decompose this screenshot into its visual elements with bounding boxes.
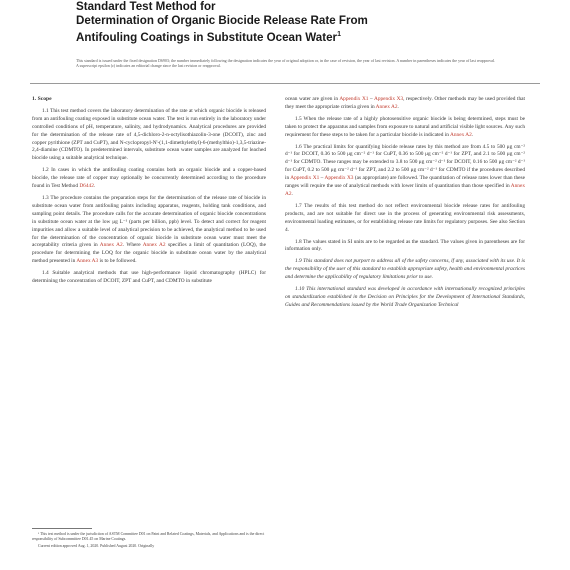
left-column bbox=[32, 96, 266, 290]
title-line-3-text: Antifouling Coatings in Substitute Ocean Water bbox=[76, 30, 338, 44]
link-annex-a2-right[interactable]: Annex A2 bbox=[375, 103, 398, 110]
dash-1-6: – bbox=[319, 175, 325, 182]
paragraph-1-5-text: 1.5 When the release rate of a highly photosensitive organic biocide is being determined, steps must be taken to protect the apparatus and samples from exposure to natural and artificial visible light sources. Any such requirement for these steps to be taken for a particular biocide is indicated in bbox=[285, 115, 525, 138]
paragraph-1-5 bbox=[285, 116, 525, 140]
link-annex-a2[interactable]: Annex A2 bbox=[99, 242, 123, 249]
document-title bbox=[76, 0, 496, 45]
paragraph-1-1: 1.1 This test method covers the laboratory determination of the rate at which organic biocide is released from an antifouling coating exposed in substitute ocean water. The test is run entirely in the laboratory under controlled conditions of pH, temperature, salinity, and hydrodynamics. Analytical procedures are provided for the determination of the release rate of 4,5-dichloro-2-n-octylisothiazolin-3-one (DCOIT), zinc and copper pyrithione (ZPT and CuPT), and N-cyclopropyl-N'-(1,1-dimethylethyl)-6-(methylthio)-1,3,5-triazine-2,4-diamine (CDMTO). In predetermined intervals, substitute ocean water samples are analyzed for leached biocide using a suitable analytical technique. bbox=[32, 107, 266, 162]
paragraph-1-6-end: . bbox=[291, 190, 293, 197]
paragraph-1-10: 1.10 This international standard was developed in accordance with internationally recognized principles on standardization established in the Decision on Principles for the Development of International Standards, Guides and Recommendations issued by the World Trade Organization Technical bbox=[285, 286, 525, 308]
link-appendix-x3[interactable]: Appendix X3 bbox=[373, 96, 404, 102]
link-d6442[interactable]: D6442 bbox=[79, 183, 94, 190]
title-line-2: Determination of Organic Biocide Release Rate From bbox=[76, 14, 368, 27]
paragraph-1-4-cont-text: ocean water are given in bbox=[285, 96, 340, 102]
section-heading-scope: 1. Scope bbox=[32, 96, 52, 102]
paragraph-1-4-cont-end: . bbox=[397, 103, 399, 110]
paragraph-1-8: 1.8 The values stated in SI units are to be regarded as the standard. The values given in parentheses are for information only. bbox=[285, 238, 525, 253]
footnote-1: ¹ This test method is under the jurisdiction of ASTM Committee D01 on Paint and Related Coatings, Materials, and Applications and is the direct responsibility of Subcommittee D01.45 on Marine Coatings. bbox=[32, 532, 265, 542]
paragraph-1-2-text: 1.2 In cases in which the antifouling coating contains both an organic biocide and a copper-based biocide, the release rate of copper may optionally be concurrently determined according to the procedure found in Test Method bbox=[32, 167, 266, 190]
paragraph-1-6-text-b: (as appropriate) are followed. The quantitation of release rates lower than these ranges will require the use of analytical methods with lower limits of quantitation than those specified in bbox=[285, 175, 525, 190]
title-line-1: Standard Test Method for bbox=[76, 0, 216, 13]
paragraph-1-6-text: 1.6 The practical limits for quantifying biocide release rates by this method are from 4.5 to 500 μg cm⁻² d⁻¹ for DCOIT, 0.36 to 500 μg cm⁻² d⁻¹ for CuPT, 0.36 to 500 μg cm⁻² d⁻¹ for ZPT, and 2.1 to 500 μg cm⁻² d⁻¹ for CDMTO. These ranges may be extended to 3.8 to 500 μg cm⁻² d⁻¹ for DCOIT, 0.16 to 500 μg cm⁻² d⁻¹ for CuPT, 0.2 to 500 μg cm⁻² d⁻¹ for ZPT, and 2.2 to 500 μg cm⁻² d⁻¹ for CDMTO if the procedures described in bbox=[285, 143, 525, 182]
footnote-divider bbox=[32, 528, 92, 529]
link-annex-a3[interactable]: Annex A3 bbox=[76, 258, 99, 265]
paragraph-1-2 bbox=[32, 167, 266, 191]
dash: – bbox=[368, 96, 374, 102]
link-appendix-x1[interactable]: Appendix X1 bbox=[339, 96, 369, 102]
paragraph-1-4-continued bbox=[285, 96, 525, 112]
paragraph-1-3-text-c: specifies a limit of quantitation (LOQ), the procedure for determining the LOQ for the organic biocide in substitute ocean water by the analytical method presented in bbox=[32, 242, 266, 265]
footnote-2: Current edition approved Aug. 1, 2020. Published August 2020. Originally bbox=[38, 543, 155, 548]
paragraph-1-4: 1.4 Suitable analytical methods that use high-performance liquid chromatography (HPLC) for determining the concentration of DCOIT, ZPT and CuPT, and CDMTO in substitute bbox=[32, 270, 266, 285]
title-line-3 bbox=[76, 28, 496, 45]
paragraph-1-3-text: 1.3 The procedure contains the preparation steps for the determination of the release rate of biocide in substitute ocean water from antifouling paints including apparatus, reagents, holding tank conditions, and sampling point details. The procedure calls for the accurate determination of organic biocide concentrations in substitute ocean water at the low μg L⁻¹ (parts per billion, ppb) level. To detect and correct for reagent impurities and allow a suitable level of analytical precision to be achieved, the analytical method to be used for the determination of the concentration of organic biocide in substitute ocean water must meet the acceptability criteria given in bbox=[32, 194, 266, 249]
paragraph-1-5-end: . bbox=[471, 131, 474, 138]
title-footnote-mark: 1 bbox=[337, 31, 341, 38]
paragraph-1-3 bbox=[32, 195, 266, 266]
paragraph-1-3-text-b: . Where bbox=[122, 242, 143, 249]
paragraph-1-2-end: . bbox=[93, 183, 96, 190]
paragraph-1-7: 1.7 The results of this test method do not reflect environmental biocide release rates for antifouling products, and are not suitable for direct use in the process of generating environmental risk assessments, environmental loading estimates, or for establishing release rate limits for regulatory purposes. See also Section 4. bbox=[285, 202, 525, 233]
designation-notice: This standard is issued under the fixed designation D6903; the number immediately following the designation indicates the year of original adoption or, in the case of revision, the year of last revision. A number in parentheses indicates the year of last reapproval. A superscript epsilon (ε) indicates an editorial change since the last revision or reapproval. bbox=[76, 58, 495, 68]
link-annex-a2-1-6[interactable]: Annex A2 bbox=[285, 183, 525, 197]
paragraph-1-9: 1.9 This standard does not purport to address all of the safety concerns, if any, associated with its use. It is the responsibility of the user of this standard to establish appropriate safety, health and environmental practices and determine the applicability of regulatory limitations prior to use. bbox=[285, 258, 525, 281]
paragraph-1-6 bbox=[285, 144, 525, 199]
link-annex-a2-second[interactable]: Annex A2 bbox=[142, 242, 166, 249]
link-annex-a2-1-5[interactable]: Annex A2 bbox=[450, 131, 472, 138]
right-column bbox=[285, 96, 525, 314]
paragraph-1-4-cont-text-b: , respectively. Other methods may be used provided that they meet the appropriate criteria given in bbox=[285, 96, 525, 110]
footnotes bbox=[32, 528, 266, 550]
header-divider bbox=[30, 83, 540, 84]
link-appendix-x1-1-6[interactable]: Appendix X1 bbox=[290, 175, 320, 182]
paragraph-1-3-end: is to be followed. bbox=[98, 258, 137, 265]
link-appendix-x3-1-6[interactable]: Appendix X3 bbox=[324, 175, 354, 182]
